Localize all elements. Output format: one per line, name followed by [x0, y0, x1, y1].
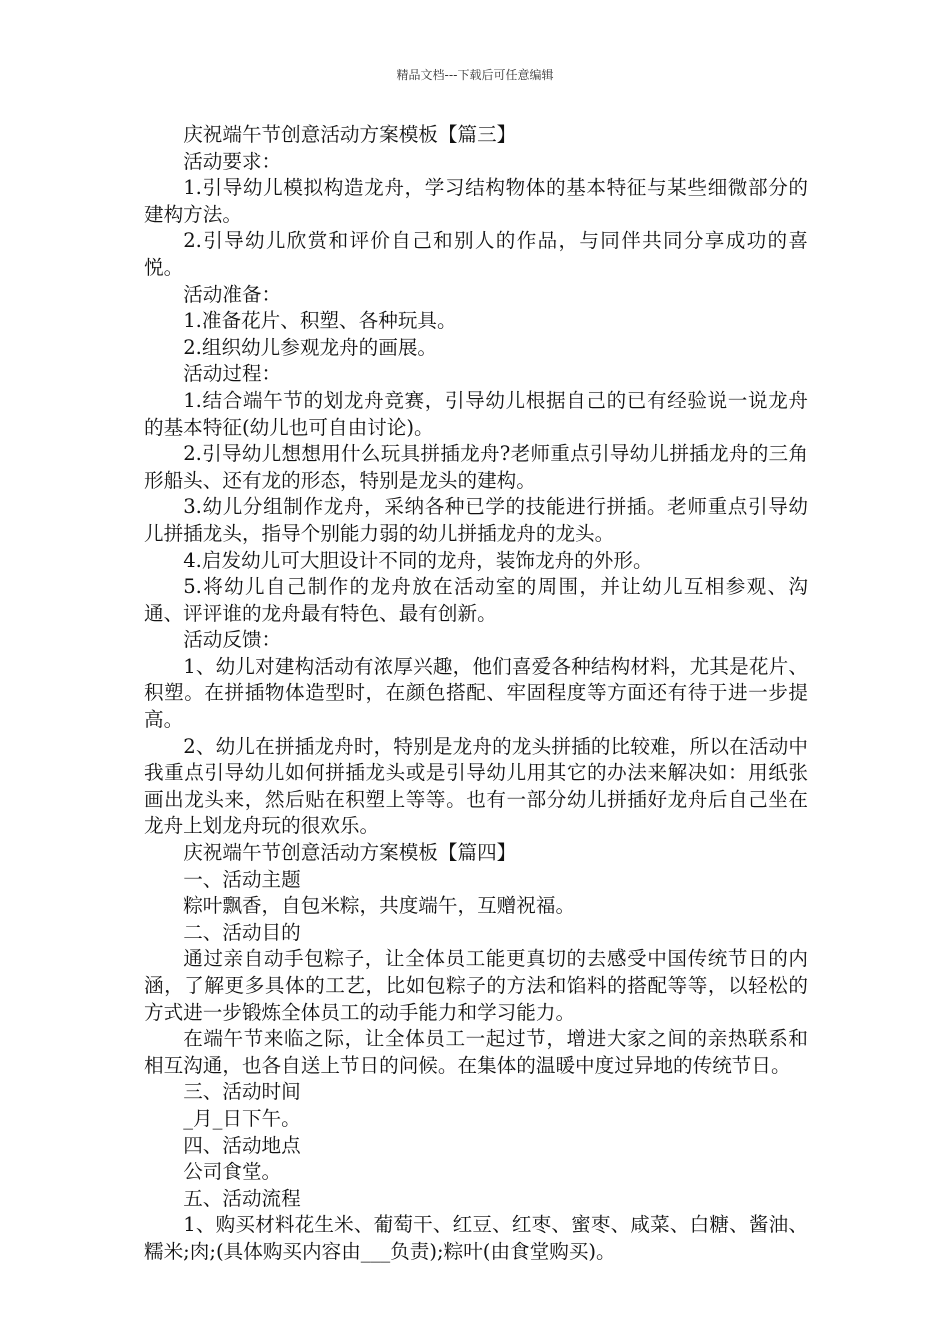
paragraph: 活动过程：	[183, 362, 282, 386]
paragraph: 粽叶飘香，自包米粽，共度端午，互赠祝福。	[183, 894, 576, 918]
paragraph: 2.引导幼儿欣赏和评价自己和别人的作品，与同伴共同分享成功的喜悦。	[144, 229, 808, 279]
paragraph: 1.引导幼儿模拟构造龙舟，学习结构物体的基本特征与某些细微部分的建构方法。	[144, 176, 808, 226]
paragraph: 1.结合端午节的划龙舟竞赛，引导幼儿根据自己的已有经验说一说龙舟的基本特征(幼儿也可自由讨论)。	[144, 388, 808, 439]
paragraph: 五、活动流程	[183, 1186, 301, 1210]
paragraph: 活动准备：	[183, 282, 282, 306]
paragraph: 活动要求：	[183, 149, 282, 173]
section-title: 庆祝端午节创意活动方案模板【篇四】	[183, 841, 517, 865]
paragraph: 一、活动主题	[183, 867, 301, 891]
page-header: 精品文档---下载后可任意编辑	[396, 68, 554, 82]
paragraph: 在端午节来临之际，让全体员工一起过节，增进大家之间的亲热联系和相互沟通，也各自送上节日的问候。在集体的温暖中度过异地的传统节日。	[144, 1027, 808, 1077]
paragraph: 5.将幼儿自己制作的龙舟放在活动室的周围，并让幼儿互相参观、沟通、评评谁的龙舟最有特色、最有创新。	[144, 575, 808, 625]
paragraph: 三、活动时间	[183, 1080, 301, 1104]
paragraph: 2.引导幼儿想想用什么玩具拼插龙舟?老师重点引导幼儿拼插龙舟的三角形船头、还有龙的形态，特别是龙头的建构。	[144, 442, 808, 492]
paragraph: 3.幼儿分组制作龙舟，采纳各种已学的技能进行拼插。老师重点引导幼儿拼插龙头，指导个别能力弱的幼儿拼插龙舟的龙头。	[144, 495, 808, 545]
paragraph: 2、幼儿在拼插龙舟时，特别是龙舟的龙头拼插的比较难，所以在活动中我重点引导幼儿如何拼插龙头或是引导幼儿用其它的办法来解决如：用纸张画出龙头来，然后贴在积塑上等等。也有一部分幼儿拼插好龙舟后自己坐在龙舟上划龙舟玩的很欢乐。	[144, 734, 808, 838]
paragraph: 1、购买材料花生米、葡萄干、红豆、红枣、蜜枣、咸菜、白糖、酱油、糯米;肉;(具体购买内容由___负责);粽叶(由食堂购买)。	[144, 1213, 808, 1263]
paragraph: 公司食堂。	[183, 1160, 282, 1184]
paragraph: 1、幼儿对建构活动有浓厚兴趣，他们喜爱各种结构材料，尤其是花片、积塑。在拼插物体造型时，在颜色搭配、牢固程度等方面还有待于进一步提高。	[144, 654, 808, 732]
document-body	[144, 122, 808, 1266]
paragraph: _月_日下午。	[183, 1106, 301, 1130]
section-title: 庆祝端午节创意活动方案模板【篇三】	[183, 123, 517, 146]
paragraph: 四、活动地点	[183, 1133, 301, 1157]
paragraph: 通过亲自动手包粽子，让全体员工能更真切的去感受中国传统节日的内涵，了解更多具体的工艺，比如包粽子的方法和馅料的搭配等等，以轻松的方式进一步锻炼全体员工的动手能力和学习能力。	[144, 947, 808, 1024]
paragraph: 二、活动目的	[183, 920, 301, 944]
paragraph: 2.组织幼儿参观龙舟的画展。	[183, 335, 438, 359]
paragraph: 活动反馈：	[183, 628, 282, 652]
paragraph: 1.准备花片、积塑、各种玩具。	[183, 309, 457, 333]
paragraph: 4.启发幼儿可大胆设计不同的龙舟，装饰龙舟的外形。	[183, 548, 653, 572]
